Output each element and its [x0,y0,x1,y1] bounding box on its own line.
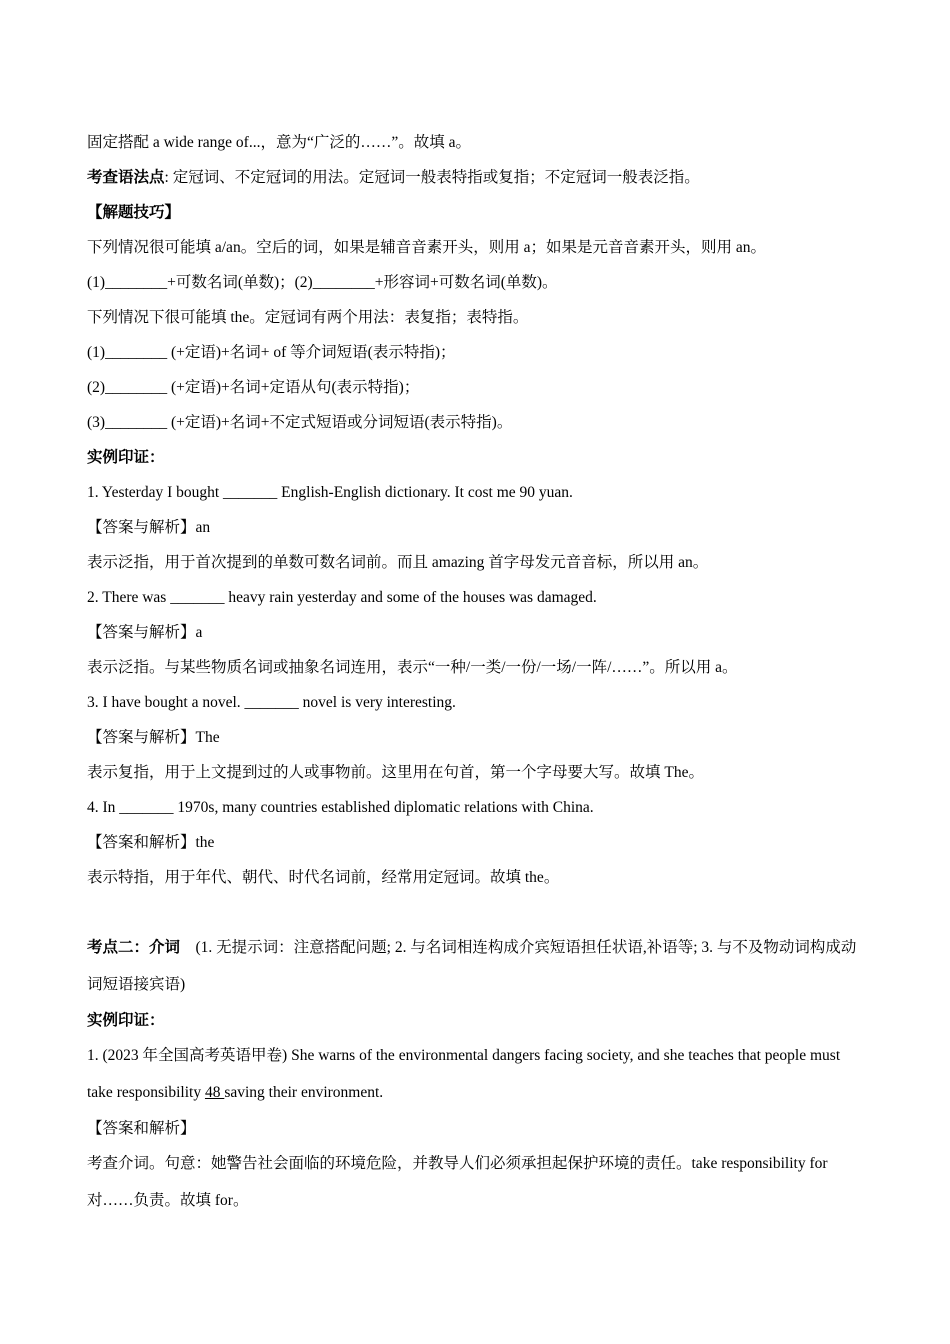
question-text-before: 1. (2023 年全国高考英语甲卷) She warns of the environmental dangers facing society, and she teaches that people must take responsibility [87,1047,841,1101]
grammar-point-colon: : [164,169,173,186]
section-2-question-1 [87,1038,865,1111]
example-heading: 实例印证： [87,449,165,466]
explanation-4: 表示特指，用于年代、朝代、时代名词前，经常用定冠词。故填 the。 [87,869,560,886]
question-blank: 48 [204,1083,225,1101]
section-2-explanation: 考查介词。句意：她警告社会面临的环境危险，并教导人们必须承担起保护环境的责任。take responsibility for 对……负责。故填 for。 [87,1155,828,1209]
answer-4: 【答案和解析】the [87,834,215,851]
section-spacer [87,895,865,930]
explanation-2: 表示泛指。与某些物质名词或抽象名词连用，表示“一种/一类/一份/一场/一阵/……”。所以用 a。 [87,659,738,676]
section-2-title: 考点二：介词 [87,939,181,956]
explanation-3: 表示复指，用于上文提到过的人或事物前。这里用在句首，第一个字母要大写。故填 The。 [87,764,704,781]
section-2-heading [87,930,865,1003]
tips-heading: 【解题技巧】 [87,204,181,221]
document-page [87,125,865,1219]
text-line: (2)________ (+定语)+名词+定语从句(表示特指)； [87,379,420,396]
question-1: 1. Yesterday I bought _______ English-English dictionary. It cost me 90 yuan. [87,484,573,501]
text-line: 下列情况很可能填 a/an。空后的词，如果是辅音音素开头，则用 a；如果是元音音素开头，则用 an。 [87,239,766,256]
grammar-point-text: 定冠词、不定冠词的用法。定冠词一般表特指或复指；不定冠词一般表泛指。 [172,169,700,186]
text-line: (1)________+可数名词(单数)；(2)________+形容词+可数名词(单数)。 [87,274,558,291]
text-line: 下列情况下很可能填 the。定冠词有两个用法：表复指；表特指。 [87,309,529,326]
question-3: 3. I have bought a novel. _______ novel is very interesting. [87,694,456,711]
question-4: 4. In _______ 1970s, many countries established diplomatic relations with China. [87,799,594,816]
answer-3: 【答案与解析】The [87,729,220,746]
text-line: 固定搭配 a wide range of...，意为“广泛的……”。故填 a。 [87,134,471,151]
grammar-point-line [87,160,865,195]
grammar-point-label: 考查语法点 [87,169,165,186]
answer-2: 【答案与解析】a [87,624,203,641]
question-2: 2. There was _______ heavy rain yesterday and some of the houses was damaged. [87,589,597,606]
section-2-description: (1. 无提示词：注意搭配问题; 2. 与名词相连构成介宾短语担任状语,补语等; 3. 与不及物动词构成动词短语接宾语) [87,939,857,993]
text-line: (3)________ (+定语)+名词+不定式短语或分词短语(表示特指)。 [87,414,513,431]
section-2-example-heading: 实例印证： [87,1012,165,1029]
explanation-1: 表示泛指，用于首次提到的单数可数名词前。而且 amazing 首字母发元音音标，所以用 an。 [87,554,709,571]
section-2-answer-heading: 【答案和解析】 [87,1120,196,1137]
question-text-after: saving their environment. [224,1083,384,1101]
answer-1: 【答案与解析】an [87,519,211,536]
text-line: (1)________ (+定语)+名词+ of 等介词短语(表示特指)； [87,344,456,361]
